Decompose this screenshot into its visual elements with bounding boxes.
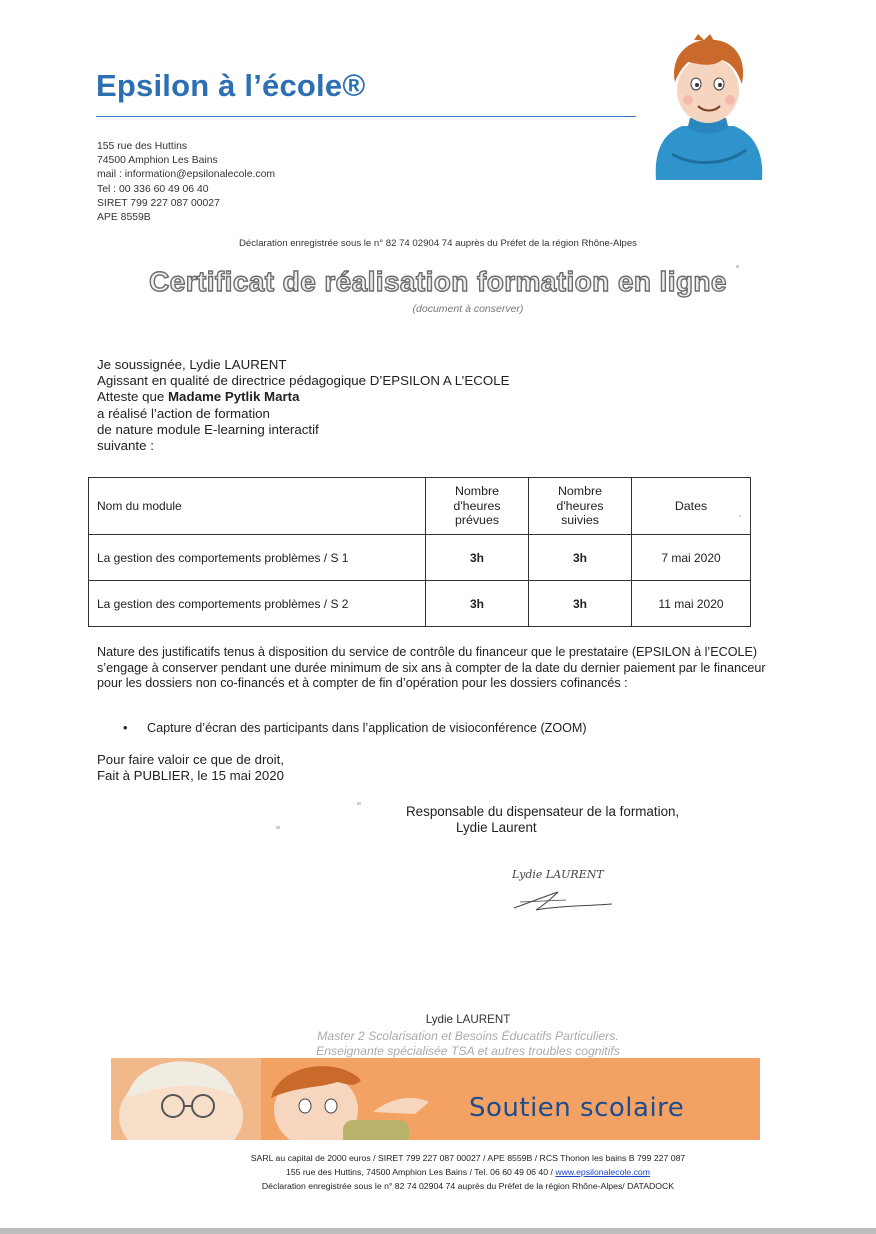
footer-qualification-2: Enseignante spécialisée TSA et autres troubles cognitifs <box>316 1044 620 1058</box>
intro-line-5: de nature module E-learning interactif <box>97 421 319 437</box>
header-planned-l1: Nombre <box>454 484 500 499</box>
scan-speck <box>357 802 361 805</box>
row-module: La gestion des comportements problèmes / S 2 <box>89 581 426 627</box>
header-done-l1: Nombre <box>557 484 603 499</box>
address-phone: Tel : 00 336 60 49 06 40 <box>97 183 209 195</box>
scan-speck <box>276 826 280 829</box>
handwritten-signature <box>506 856 636 916</box>
address-siret: SIRET 799 227 087 00027 <box>97 197 220 209</box>
row-planned: 3h <box>426 581 529 627</box>
intro-line-3-prefix: Atteste que <box>97 389 168 405</box>
responsible-block <box>406 804 679 837</box>
scan-bottom-edge <box>0 1228 876 1234</box>
legal-line-2 <box>0 1167 876 1177</box>
responsible-name: Lydie Laurent <box>456 820 537 836</box>
address-block <box>97 140 275 225</box>
address-mail: mail : information@epsilonalecole.com <box>97 169 276 181</box>
legal-line-2-text: 155 rue des Huttins, 74500 Amphion Les Bains / Tel. 06 60 49 06 40 / <box>286 1167 556 1177</box>
intro-line-1: Je soussignée, Lydie LAURENT <box>97 357 287 372</box>
header-done <box>529 478 632 535</box>
trainee-name: Madame Pytlik Marta <box>167 389 300 405</box>
footer-name: Lydie LAURENT <box>425 1013 511 1026</box>
intro-line-4: a réalisé l’action de formation <box>97 405 270 421</box>
row-planned: 3h <box>426 535 529 581</box>
table-row <box>89 535 751 581</box>
row-done: 3h <box>529 581 632 627</box>
table-row <box>89 581 751 627</box>
closing-line-1: Pour faire valoir ce que de droit, <box>97 752 284 767</box>
header-done-l2: d'heures <box>556 498 604 513</box>
intro-line-6: suivante : <box>97 438 154 454</box>
row-module: La gestion des comportements problèmes / S 1 <box>89 535 426 581</box>
justification-bullet <box>123 721 587 735</box>
header-planned-l3: prévues <box>454 513 500 528</box>
banner-text: Soutien scolaire <box>469 1093 685 1123</box>
address-street: 155 rue des Huttins <box>97 141 188 152</box>
header-planned-l2: d'heures <box>453 498 501 513</box>
website-link[interactable]: www.epsilonalecole.com <box>555 1167 650 1177</box>
row-date: 7 mai 2020 <box>632 535 751 581</box>
footer-qualification-1: Master 2 Scolarisation et Besoins Éducatifs Particuliers. <box>317 1029 619 1043</box>
row-date: 11 mai 2020 <box>632 581 751 627</box>
certificate-subtitle: (document à conserver) <box>412 303 524 315</box>
row-done: 3h <box>529 535 632 581</box>
header-done-l3: suivies <box>561 513 599 528</box>
table-header-row <box>89 478 751 535</box>
legal-line-1: SARL au capital de 2000 euros / SIRET 799 227 087 00027 / APE 8559B / RCS Thonon les bains B 799 227 087 <box>250 1153 686 1163</box>
closing-block <box>97 752 284 784</box>
brand-underline <box>96 116 636 117</box>
scan-speck <box>736 265 739 268</box>
address-ape: APE 8559B <box>97 212 151 224</box>
intro-line-3 <box>97 389 509 405</box>
scan-speck <box>739 515 741 517</box>
intro-line-2: Agissant en qualité de directrice pédagogique D’EPSILON A L’ECOLE <box>97 373 510 389</box>
header-dates: Dates <box>632 478 751 535</box>
boy-illustration <box>648 34 768 180</box>
bullet-icon: • <box>123 721 128 735</box>
brand-title: Epsilon à l’école® <box>96 68 366 103</box>
header-planned <box>426 478 529 535</box>
soutien-scolaire-banner <box>111 1058 760 1140</box>
modules-table <box>88 477 751 627</box>
header-module: Nom du module <box>89 478 426 535</box>
address-city: 74500 Amphion Les Bains <box>97 155 218 167</box>
signature-text: Lydie LAURENT <box>512 868 604 881</box>
justification-paragraph: Nature des justificatifs tenus à disposition du service de contrôle du financeur que le prestataire (EPSILON à l’ECOLE) s’engage à conserver pendant une durée minimum de six ans à compter de la date du dernier paiement par le financeur pour les dossiers non co-financés et à compter de fin d’opération pour les dossiers cofinancés : <box>97 645 766 691</box>
attestation-intro <box>97 357 509 454</box>
legal-line-3: Déclaration enregistrée sous le n° 82 74 02904 74 auprès du Préfet de la région Rhône-Alpes/ DATADOCK <box>261 1181 675 1191</box>
bullet-text: Capture d’écran des participants dans l’application de visioconférence (ZOOM) <box>147 721 587 735</box>
certificate-title: Certificat de réalisation formation en ligne <box>149 266 727 297</box>
responsible-title: Responsable du dispensateur de la formation, <box>406 804 680 819</box>
declaration-header: Déclaration enregistrée sous le n° 82 74 02904 74 auprès du Préfet de la région Rhône-Alpes <box>239 238 637 249</box>
closing-line-2: Fait à PUBLIER, le 15 mai 2020 <box>97 768 284 783</box>
